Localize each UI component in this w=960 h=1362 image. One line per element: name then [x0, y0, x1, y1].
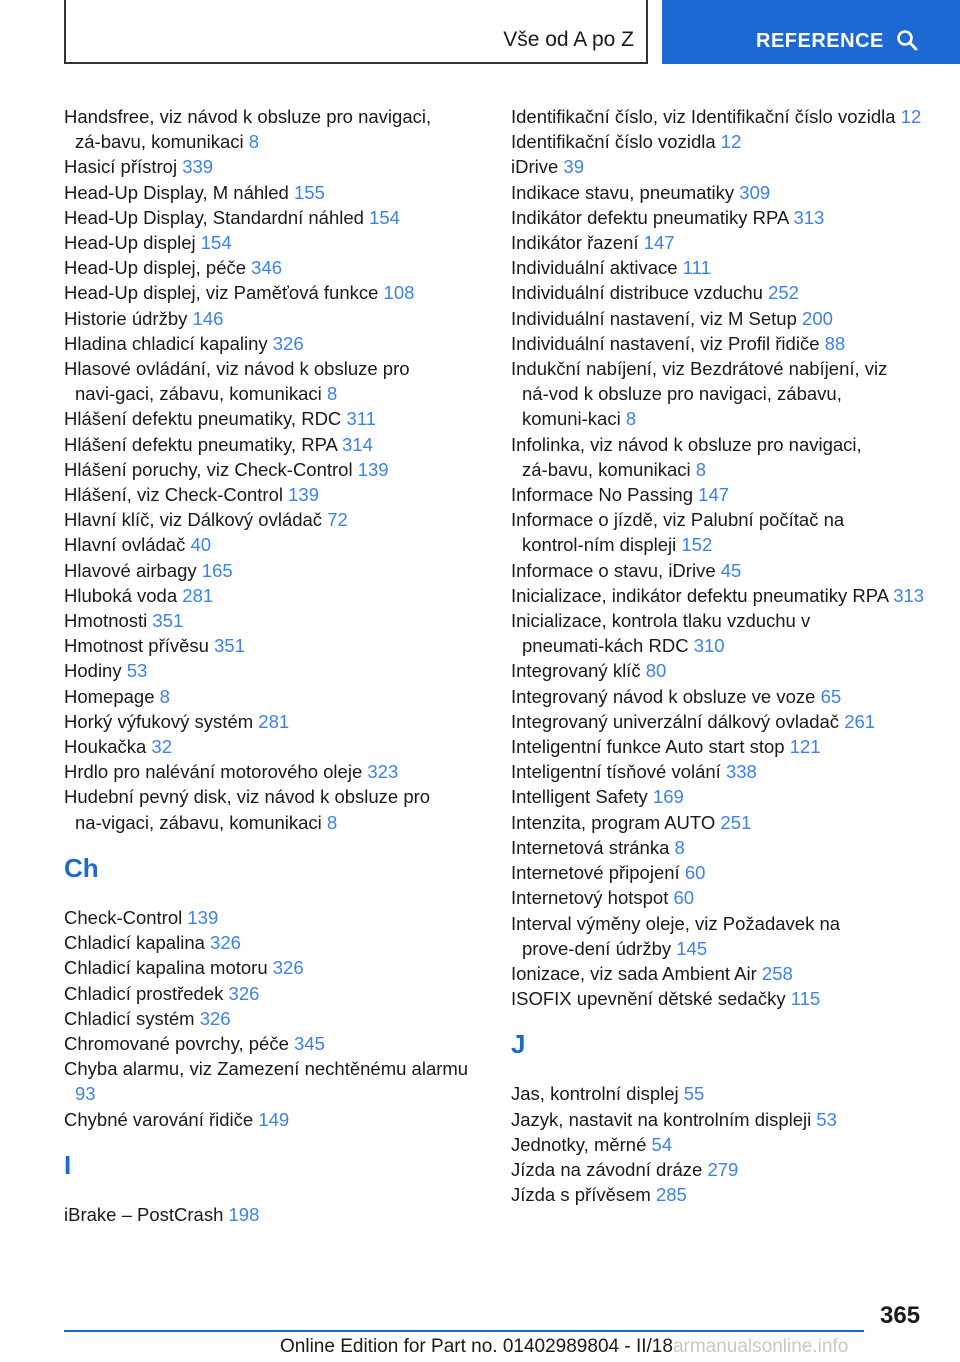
index-entry [511, 759, 926, 784]
index-entry-text: Interval výměny oleje, viz Požadavek na prove‑dení údržby [511, 912, 841, 959]
index-page-link[interactable]: 108 [383, 282, 415, 304]
index-entry [511, 129, 926, 154]
index-page-link[interactable]: 309 [739, 181, 771, 203]
index-page-link[interactable]: 54 [651, 1133, 673, 1155]
index-page-link[interactable]: 53 [816, 1108, 837, 1130]
index-entry [64, 331, 474, 356]
index-page-link[interactable]: 8 [695, 458, 707, 480]
index-page-link[interactable]: 152 [681, 534, 713, 556]
index-page-link[interactable]: 115 [790, 988, 821, 1010]
index-entry-text: Inteligentní tísňové volání [511, 761, 721, 783]
index-entry-text: Infolinka, viz návod k obsluze pro navigaci, zá‑bavu, komunikaci [511, 433, 862, 480]
index-entry [511, 835, 926, 860]
index-entry-text: Chromované povrchy, péče [64, 1032, 289, 1054]
index-entry-text: Integrovaný univerzální dálkový ovladač [511, 710, 840, 732]
index-page-link[interactable]: 326 [228, 982, 260, 1004]
index-entry-text: Hluboká voda [64, 584, 178, 606]
index-page-link[interactable]: 146 [192, 307, 224, 329]
index-entry [511, 684, 926, 709]
index-entry [511, 432, 926, 482]
index-entry-text: Hladina chladicí kapaliny [64, 332, 268, 354]
index-entry-text: Ionizace, viz sada Ambient Air [511, 962, 757, 984]
index-entry-text: Integrovaný návod k obsluze ve voze [511, 685, 816, 707]
index-entry [64, 306, 474, 331]
index-entry [64, 432, 474, 457]
index-page-link[interactable]: 53 [126, 660, 148, 682]
index-page-link[interactable]: 155 [294, 181, 325, 203]
index-page-link[interactable]: 326 [199, 1007, 231, 1029]
index-entry-text: Jednotky, měrné [511, 1133, 647, 1155]
index-entry [64, 205, 474, 230]
index-entry-text: Chladicí prostředek [64, 982, 224, 1004]
index-page-link[interactable]: 60 [684, 862, 706, 884]
index-page-link[interactable]: 145 [676, 937, 708, 959]
index-page-link[interactable]: 154 [369, 206, 400, 228]
index-page-link[interactable]: 311 [346, 408, 376, 430]
index-page-link[interactable]: 55 [683, 1083, 705, 1105]
index-entry-text: Indikátor defektu pneumatiky RPA [511, 206, 789, 228]
index-page-link[interactable]: 313 [793, 206, 825, 228]
header-section-title: Vše od A po Z [503, 28, 634, 51]
index-entry-text: Hlavové airbagy [64, 559, 197, 581]
index-page-link[interactable]: 139 [357, 458, 389, 480]
index-entry [511, 860, 926, 885]
index-entry [64, 180, 474, 205]
index-entry [64, 709, 474, 734]
index-entry-text: Jízda s přívěsem [511, 1184, 651, 1206]
index-page-link[interactable]: 281 [182, 584, 214, 606]
index-page-link[interactable]: 8 [159, 685, 170, 707]
index-page-link[interactable]: 281 [258, 710, 290, 732]
index-entry [64, 154, 474, 179]
index-entry [511, 911, 926, 961]
index-page-link[interactable]: 65 [820, 685, 842, 707]
index-entry [511, 658, 926, 683]
index-page-link[interactable]: 72 [327, 509, 348, 531]
index-page-link[interactable]: 8 [248, 131, 260, 153]
index-entry [64, 583, 474, 608]
index-page-link[interactable]: 251 [720, 811, 752, 833]
index-entry-text: Intelligent Safety [511, 786, 648, 808]
index-entry [511, 1107, 926, 1132]
index-entry-text: Intenzita, program AUTO [511, 811, 716, 833]
index-page-link[interactable]: 93 [75, 1083, 96, 1105]
index-entry-text: Chladicí systém [64, 1007, 195, 1029]
index-entry [511, 558, 926, 583]
index-entry-text: Individuální aktivace [511, 257, 678, 279]
index-entry [511, 280, 926, 305]
index-page-link[interactable]: 351 [152, 610, 184, 632]
index-entry-text: Hlášení poruchy, viz Check‑Control [64, 458, 353, 480]
index-entry-text: Hmotnosti [64, 610, 148, 632]
index-entry [64, 1202, 474, 1227]
index-page-link[interactable]: 32 [151, 736, 172, 758]
index-entry [64, 633, 474, 658]
index-page-link[interactable]: 45 [720, 559, 742, 581]
index-entry-text: Identifikační číslo, viz Identifikační číslo vozidla [511, 106, 896, 127]
index-page-link[interactable]: 310 [693, 635, 725, 657]
index-entry-text: Hlavní klíč, viz Dálkový ovládač [64, 509, 323, 531]
index-page-link[interactable]: 111 [682, 257, 711, 279]
index-page-link[interactable]: 345 [294, 1032, 325, 1054]
index-entry [511, 734, 926, 759]
index-entry [511, 1081, 926, 1106]
search-icon[interactable] [896, 29, 918, 51]
index-entry-text: Individuální distribuce vzduchu [511, 282, 763, 304]
index-entry [511, 986, 926, 1011]
index-entry-text: Jas, kontrolní displej [511, 1083, 679, 1105]
index-entry [64, 784, 474, 834]
index-page-link[interactable]: 323 [367, 761, 399, 783]
page-number: 365 [880, 1302, 921, 1329]
index-page-link[interactable]: 139 [187, 906, 219, 928]
index-entry-text: Hasicí přístroj [64, 156, 178, 178]
index-entry-text: Inteligentní funkce Auto start stop [511, 736, 785, 758]
index-entry-text: Informace No Passing [511, 484, 694, 506]
index-entry [511, 180, 926, 205]
index-entry [511, 885, 926, 910]
index-column-right [511, 104, 926, 1207]
index-entry [64, 558, 474, 583]
index-entry-text: Indukční nabíjení, viz Bezdrátové nabíjení, viz ná‑vod k obsluze pro navigaci, zábavu, komuni‑kaci [511, 358, 888, 430]
index-entry [511, 356, 926, 432]
index-page-link[interactable]: 351 [214, 635, 245, 657]
header-reference-tab[interactable] [662, 0, 960, 64]
index-entry [511, 583, 926, 608]
index-entry-text: Horký výfukový systém [64, 710, 254, 732]
index-entry [511, 306, 926, 331]
index-entry [511, 1182, 926, 1207]
index-entry [511, 507, 926, 557]
index-entry [64, 905, 474, 930]
index-entry-text: Hlášení, viz Check‑Control [64, 484, 283, 506]
index-entry-text: Chybné varování řidiče [64, 1108, 254, 1130]
index-entry [64, 507, 474, 532]
index-page-link[interactable]: 154 [200, 232, 232, 254]
index-entry-text: Chyba alarmu, viz Zamezení nechtěnému alarmu [64, 1058, 469, 1080]
index-entry-text: Head‑Up displej [64, 232, 196, 254]
index-entry [64, 280, 474, 305]
index-entry-text: Individuální nastavení, viz Profil řidiče [511, 332, 820, 354]
index-entry [64, 930, 474, 955]
index-page-link[interactable]: 8 [326, 383, 338, 405]
index-page-link[interactable]: 252 [768, 282, 799, 304]
index-entry [511, 255, 926, 280]
index-page-link[interactable]: 12 [720, 131, 742, 153]
index-entry [511, 230, 926, 255]
index-entry [64, 457, 474, 482]
index-entry [511, 608, 926, 658]
index-page-link[interactable]: 80 [645, 660, 667, 682]
index-entry-text: Informace o stavu, iDrive [511, 559, 716, 581]
index-entry-text: Integrovaný klíč [511, 660, 641, 682]
index-entry [64, 684, 474, 709]
index-page-link[interactable]: 326 [272, 332, 304, 354]
index-page-link[interactable]: 279 [707, 1158, 739, 1180]
index-page-link[interactable]: 326 [210, 932, 241, 954]
index-entry [511, 205, 926, 230]
index-page-link[interactable]: 121 [789, 736, 821, 758]
index-entry-text: Internetová stránka [511, 836, 670, 858]
index-letter-heading: I [64, 1149, 72, 1180]
index-entry-text: Chladicí kapalina [64, 932, 205, 954]
index-page-link[interactable]: 8 [326, 811, 338, 833]
index-entry-text: Head‑Up displej, péče [64, 257, 247, 279]
index-page-link[interactable]: 169 [652, 786, 684, 808]
index-entry-text: Indikace stavu, pneumatiky [511, 181, 735, 203]
index-page-link[interactable]: 8 [625, 408, 637, 430]
index-entry [511, 784, 926, 809]
index-page-link[interactable]: 314 [342, 433, 373, 455]
index-page-link[interactable]: 40 [190, 534, 212, 556]
index-entry-text: Hlášení defektu pneumatiky, RPA [64, 433, 337, 455]
index-entry-text: Internetový hotspot [511, 887, 669, 909]
index-entry [64, 1031, 474, 1056]
index-entry-text: Head‑Up displej, viz Paměťová funkce [64, 282, 379, 304]
index-page-link[interactable]: 346 [251, 257, 283, 279]
index-entry-text: Handsfree, viz návod k obsluze pro navigaci, zá‑bavu, komunikaci [64, 106, 432, 153]
index-entry-text: Hlasové ovládání, viz návod k obsluze pro navi‑gaci, zábavu, komunikaci [64, 358, 410, 405]
footer-edition [280, 1336, 848, 1358]
reference-tab-label: REFERENCE [756, 30, 884, 52]
index-entry-text: ISOFIX upevnění dětské sedačky [511, 988, 786, 1010]
index-page-link[interactable]: 60 [673, 887, 695, 909]
index-entry [64, 1056, 474, 1106]
index-entry [64, 734, 474, 759]
index-entry [64, 1006, 474, 1031]
index-column-left [64, 104, 474, 1227]
footer-watermark: armanualsonline.info [672, 1336, 849, 1357]
index-page-link[interactable]: 147 [698, 484, 730, 506]
index-entry-text: Chladicí kapalina motoru [64, 957, 268, 979]
index-entry [511, 104, 926, 129]
index-page-link[interactable]: 261 [844, 710, 876, 732]
index-page-link[interactable]: 285 [655, 1184, 687, 1206]
footer-edition-text: Online Edition for Part no. 01402989804 - II/18 [280, 1336, 673, 1357]
index-page-link[interactable]: 258 [761, 962, 793, 984]
index-entry-text: Homepage [64, 685, 155, 707]
header-section-box [64, 0, 648, 64]
index-entry [64, 759, 474, 784]
index-page-link[interactable]: 198 [228, 1203, 260, 1225]
index-entry-text: Hudební pevný disk, viz návod k obsluze pro na‑vigaci, zábavu, komunikaci [64, 786, 431, 833]
index-entry-text: Informace o jízdě, viz Palubní počítač na kontrol‑ním displeji [511, 509, 845, 556]
index-page-link[interactable]: 338 [725, 761, 757, 783]
index-entry-text: Hrdlo pro nalévání motorového oleje [64, 761, 363, 783]
index-entry [511, 810, 926, 835]
index-entry [511, 331, 926, 356]
index-entry-text: Historie údržby [64, 307, 188, 329]
index-entry-text: Hmotnost přívěsu [64, 635, 209, 657]
index-entry-text: Inicializace, indikátor defektu pneumatiky RPA [511, 584, 889, 606]
index-entry-text: iDrive [511, 156, 559, 178]
index-entry [64, 532, 474, 557]
index-entry [511, 1132, 926, 1157]
index-entry [64, 482, 474, 507]
index-entry [511, 1157, 926, 1182]
index-entry [511, 961, 926, 986]
index-entry [64, 406, 474, 431]
index-letter-heading: J [511, 1029, 526, 1060]
index-entry [64, 104, 474, 154]
index-page-link[interactable]: 147 [643, 232, 675, 254]
index-entry-text: Hlavní ovládač [64, 534, 186, 556]
index-entry [64, 981, 474, 1006]
index-entry-text: iBrake – PostCrash [64, 1203, 224, 1225]
index-entry [511, 482, 926, 507]
index-page-link[interactable]: 88 [824, 332, 846, 354]
index-entry [64, 356, 474, 406]
index-entry-text: Hodiny [64, 660, 122, 682]
index-page-link[interactable]: 39 [563, 156, 584, 178]
index-entry [64, 955, 474, 980]
index-page-link[interactable]: 12 [900, 106, 922, 127]
index-page-link[interactable]: 200 [802, 307, 833, 329]
index-entry-text: Identifikační číslo vozidla [511, 131, 716, 153]
index-entry-text: Hlášení defektu pneumatiky, RDC [64, 408, 342, 430]
index-entry-text: Head‑Up Display, M náhled [64, 181, 289, 203]
index-page-link[interactable]: 149 [258, 1108, 290, 1130]
index-page-link[interactable]: 139 [288, 484, 320, 506]
index-page-link[interactable]: 326 [272, 957, 304, 979]
index-letter-heading: Ch [64, 852, 99, 883]
index-entry [64, 658, 474, 683]
index-page-link[interactable]: 165 [201, 559, 233, 581]
index-entry [64, 230, 474, 255]
index-entry-text: Indikátor řazení [511, 232, 639, 254]
index-entry-text: Jízda na závodní dráze [511, 1158, 703, 1180]
index-page-link[interactable]: 8 [674, 836, 685, 858]
index-entry [511, 709, 926, 734]
index-entry-text: Head‑Up Display, Standardní náhled [64, 206, 364, 228]
index-entry [64, 1107, 474, 1132]
index-page-link[interactable]: 313 [893, 584, 925, 606]
index-entry-text: Jazyk, nastavit na kontrolním displeji [511, 1108, 812, 1130]
index-entry-text: Houkačka [64, 736, 147, 758]
index-entry [64, 608, 474, 633]
footer-divider [64, 1330, 864, 1332]
index-entry [511, 154, 926, 179]
index-entry-text: Internetové připojení [511, 862, 680, 884]
index-entry-text: Inicializace, kontrola tlaku vzduchu v pneumati‑kách RDC [511, 610, 811, 657]
index-page-link[interactable]: 339 [182, 156, 214, 178]
index-entry-text: Check‑Control [64, 906, 183, 928]
index-entry [64, 255, 474, 280]
index-entry-text: Individuální nastavení, viz M Setup [511, 307, 797, 329]
